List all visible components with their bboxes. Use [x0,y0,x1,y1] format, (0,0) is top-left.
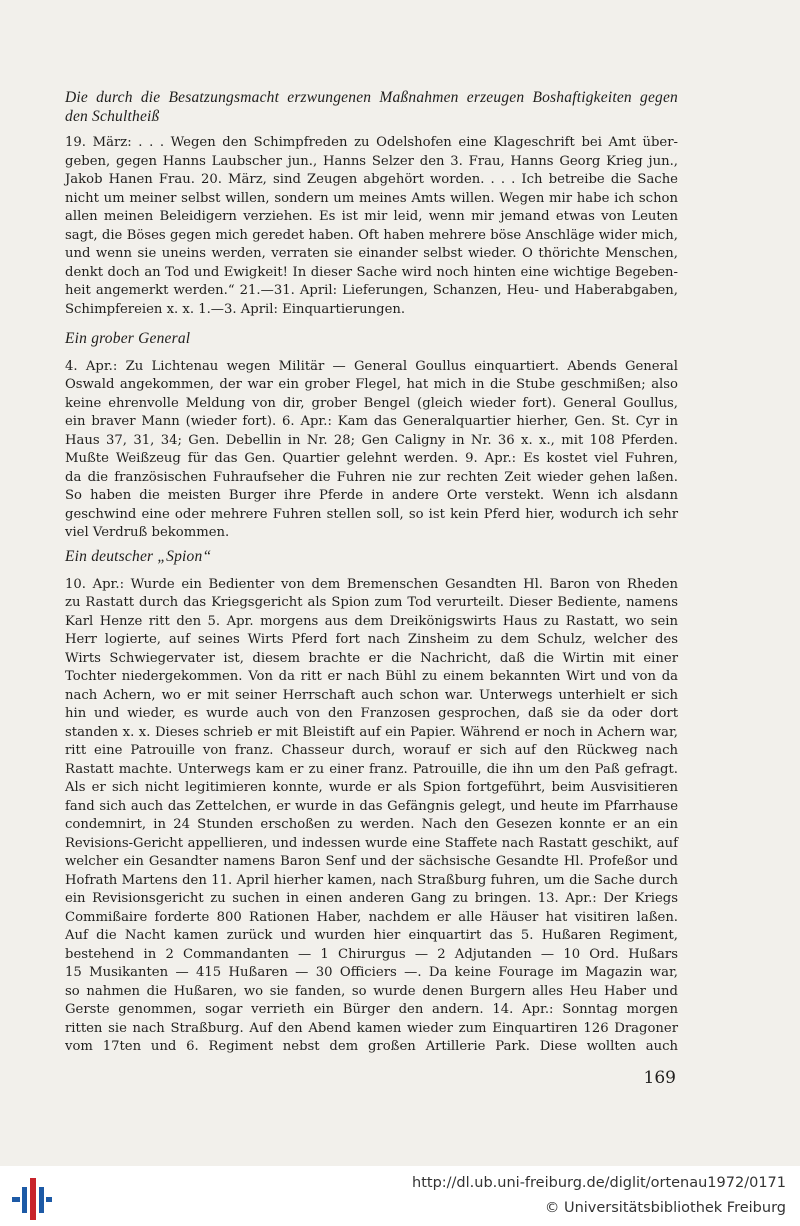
paragraph-line: nicht um meiner selbst willen, sondern um meines Amts willen. Wegen mir habe ich schon [65,190,678,206]
paragraph-line: ein braver Mann (wieder fort). 6. Apr.: Kam das Generalquartier hierher, Gen. St. Cyr in [65,414,678,429]
paragraph-line: 19. März: . . . Wegen den Schimpfreden zu Odelshofen eine Klageschrift bei Amt über- [65,135,678,150]
paragraph-line: fand sich auch das Zettelchen, er wurde in das Gefängnis gelegt, und heute im Pfarrhause [65,798,678,814]
section-heading [65,89,678,126]
heading-line: Ein deutscher „Spion“ [65,548,212,565]
section-heading [65,548,678,567]
paragraph-line: Karl Henze ritt den 5. Apr. morgens aus dem Dreikönigswirts Haus zu Rastatt, wo sein [65,613,678,629]
paragraph-line: und wenn sie uneins werden, verraten sie einander selbst wieder. O thörichte Menschen, [65,246,678,261]
paragraph-line: Wirts Schwiegervater ist, diesem brachte er die Nachricht, daß die Wirtin mit einer [65,650,678,666]
section-besatzungsmacht [65,89,678,319]
heading-line: Die durch die Besatzungsmacht erzwungenen Maßnahmen erzeugen Boshaftigkeiten gegen [65,89,678,106]
paragraph-line: vom 17ten und 6. Regiment nebst dem großen Artillerie Park. Diese wollten auch [65,1039,678,1054]
paragraph-line: Auf die Nacht kamen zurück und wurden hier einquartirt das 5. Hußaren Regiment, [65,928,678,943]
paragraph-line: allen meinen Beleidigern verziehen. Es ist mir leid, wenn mir jemand etwas von Leuten [65,209,678,224]
paragraph-line: Oswald angekommen, der war ein grober Flegel, hat mich in die Stube geschmißen; also [65,377,678,392]
section-paragraph [65,134,678,319]
section-deutscher-spion [65,548,678,1057]
paragraph-line: Revisions-Gericht appellieren, und indessen wurde eine Staffete nach Rastatt geschikt, auf [65,835,678,851]
footer-bar [0,1166,800,1226]
heading-line: den Schultheiß [65,107,160,125]
paragraph-line: Hofrath Martens den 11. April hierher kamen, nach Straßburg fuhren, um die Sache durch [65,872,678,888]
paragraph-line: standen x. x. Dieses schrieb er mit Bleistift auf ein Papier. Während er noch in Achern war, [65,724,678,740]
paragraph-line: Tochter niedergekommen. Von da ritt er nach Bühl zu einem bekannten Wirt und von da [65,669,678,684]
paragraph-line: 15 Musikanten — 415 Hußaren — 30 Officiers —. Da keine Fourage im Magazin war, [65,965,678,980]
paragraph-line: Commißaire forderte 800 Rationen Haber, nachdem er alle Häuser hat visitiren laßen. [65,909,678,925]
ub-freiburg-logo-icon [12,1178,52,1220]
copyright-notice: © Universitätsbibliothek Freiburg [544,1200,786,1216]
paragraph-line: Jakob Hanen Frau. 20. März, sind Zeugen abgehört worden. . . . Ich betreibe die Sache [65,172,678,187]
paragraph-line: so nahmen die Hußaren, wo sie fanden, so wurde denen Burgern alles Heu Haber und [65,983,678,999]
paragraph-line: ritt eine Patrouille von franz. Chasseur durch, worauf er sich auf den Rückweg nach [65,743,678,758]
paragraph-line: sagt, die Böses gegen mich geredet haben. Oft haben mehrere böse Anschläge wider mich, [65,227,678,243]
paragraph-line: zu Rastatt durch das Kriegsgericht als Spion zum Tod verurteilt. Dieser Bediente, namens [65,595,678,610]
paragraph-line: geschwind eine oder mehrere Fuhren stellen soll, so ist kein Pferd hier, wodurch ich sehr [65,506,678,522]
paragraph-line: Als er sich nicht legitimieren konnte, wurde er als Spion fortgeführt, beim Ausvisitieren [65,780,678,795]
section-paragraph [65,358,678,543]
paragraph-line: hin und wieder, es wurde auch von den Franzosen gesprochen, daß sie da oder dort [65,706,678,721]
paragraph-line: Herr logierte, auf seines Wirts Pferd fort nach Zinsheim zu dem Schulz, welcher des [65,632,678,647]
paragraph-line: 10. Apr.: Wurde ein Bedienter von dem Bremenschen Gesandten Hl. Baron von Rheden [65,576,678,592]
paragraph-line: bestehend in 2 Commandanten — 1 Chirurgus — 2 Adjutanden — 10 Ord. Hußars [65,946,678,962]
paragraph-line: nach Achern, wo er mit seiner Herrschaft auch schon war. Unterwegs unterhielt er sich [65,687,678,703]
paragraph-line: Mußte Weißzeug für das Gen. Quartier gelehnt werden. 9. Apr.: Es kostet viel Fuhren, [65,451,678,466]
permalink-url[interactable]: http://dl.ub.uni-freiburg.de/diglit/ortenau1972/0171 [412,1175,786,1191]
paragraph-line: denkt doch an Tod und Ewigkeit! In dieser Sache wird noch hinten eine wichtige Begeben- [65,264,678,280]
paragraph-line: da die französischen Fuhraufseher die Fuhren nie zur rechten Zeit wieder gehen laßen. [65,469,678,485]
heading-line: Ein grober General [65,330,191,347]
paragraph-line: geben, gegen Hanns Laubscher jun., Hanns Selzer den 3. Frau, Hanns Georg Krieg jun., [65,153,678,169]
paragraph-line: keine ehrenvolle Meldung von dir, grober Bengel (gleich wieder fort). General Goullus, [65,395,678,411]
paragraph-line: 4. Apr.: Zu Lichtenau wegen Militär — General Goullus einquartiert. Abends General [65,358,678,374]
page-number: 169 [643,1068,676,1088]
paragraph-line: Rastatt machte. Unterwegs kam er zu einer franz. Patrouille, die ihn um den Paß gefragt. [65,761,678,777]
section-grober-general [65,330,678,543]
paragraph-line: welcher ein Gesandter namens Baron Senf und der sächsische Gesandte Hl. Profeßor und [65,854,678,869]
section-heading [65,330,678,349]
paragraph-line: ein Revisionsgericht zu suchen in einen anderen Gang zu bringen. 13. Apr.: Der Kriegs [65,891,678,906]
paragraph-line: viel Verdruß bekommen. [65,525,230,540]
paragraph-line: Gerste genommen, sogar verrieth ein Bürger den andern. 14. Apr.: Sonntag morgen [65,1002,678,1017]
paragraph-line: ritten sie nach Straßburg. Auf den Abend kamen wieder zum Einquartiren 126 Dragoner [65,1020,678,1036]
paragraph-line: Schimpfereien x. x. 1.—3. April: Einquartierungen. [65,301,406,317]
section-paragraph [65,576,678,1057]
paragraph-line: condemnirt, in 24 Stunden erschoßen zu werden. Nach den Gesezen konnte er an ein [65,817,678,832]
paragraph-line: heit angemerkt werden.“ 21.—31. April: Lieferungen, Schanzen, Heu- und Haberabgaben, [65,283,678,298]
paragraph-line: Haus 37, 31, 34; Gen. Debellin in Nr. 28; Gen Caligny in Nr. 36 x. x., mit 108 Pferden. [65,432,678,448]
paragraph-line: So haben die meisten Burger ihre Pferde in andere Orte verstekt. Wenn ich alsdann [65,488,678,503]
